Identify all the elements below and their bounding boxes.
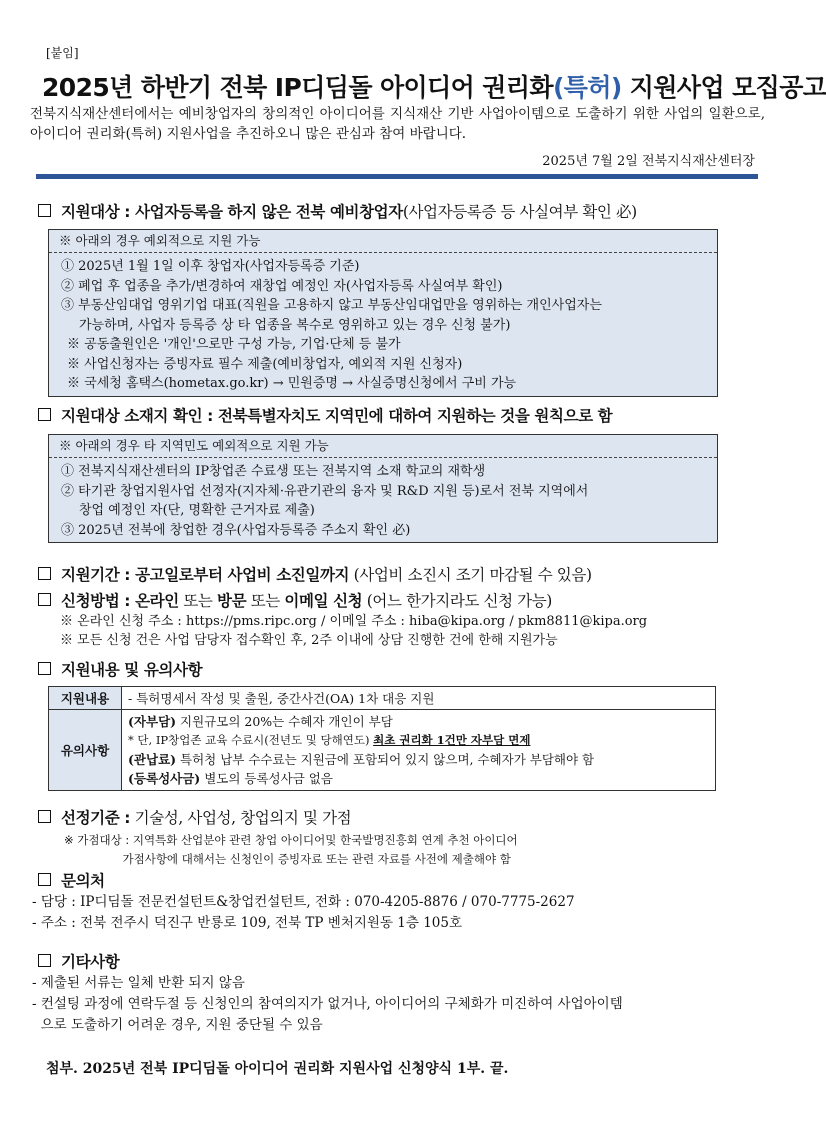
note-emphasis: 최초 권리화 1건만 자부담 면제 (373, 733, 531, 747)
list-item: ※ 사업신청자는 증빙자료 필수 제출(예비창업자, 예외적 지원 신청자) (67, 356, 463, 372)
list-item: ③ 2025년 전북에 창업한 경우(사업자등록증 주소지 확인 必) (61, 522, 411, 538)
note-line (128, 712, 709, 731)
note-line (128, 731, 709, 750)
list-item: ※ 공동출원인은 '개인'으로만 구성 가능, 기업·단체 등 불가 (67, 337, 401, 352)
section-misc-label: 기타사항 (61, 953, 120, 971)
note-text: 별도의 등록성사금 없음 (200, 771, 333, 786)
issue-date: 2025년 7월 2일 전북지식재산센터장 (542, 154, 755, 169)
list-item: ② 폐업 후 업종을 추가/변경하여 재창업 예정인 자(사업자등록 사실여부 확인) (61, 278, 503, 294)
method-online: 신청방법 : 온라인 (61, 592, 179, 610)
support-table (48, 686, 716, 791)
checkbox-bullet-icon (38, 873, 51, 886)
checkbox-bullet-icon (38, 954, 51, 967)
section-period-suffix: (사업비 소진시 조기 마감될 수 있음) (349, 566, 592, 584)
note-line (128, 750, 709, 769)
exception-panel-1 (48, 229, 718, 397)
checkbox-bullet-icon (38, 662, 51, 675)
exception-panel-2-head: ※ 아래의 경우 타 지역민도 예외적으로 지원 가능 (49, 435, 717, 458)
note-tag: (자부담) (128, 714, 177, 729)
list-item: 가능하며, 사업자 등록증 상 타 업종을 복수로 영위하고 있는 경우 신청 불가) (79, 317, 511, 333)
header-divider (36, 174, 758, 179)
section-period (38, 563, 592, 585)
checkbox-bullet-icon (38, 408, 51, 421)
contact-address: - 주소 : 전북 전주시 덕진구 반룡로 109, 전북 TP 벤처지원동 1층 105호 (32, 915, 463, 931)
section-residence (38, 404, 612, 426)
attachment-label: [붙임] (46, 46, 79, 60)
checkbox-bullet-icon (38, 593, 51, 606)
section-method-suffix: (어느 한가지라도 신청 가능) (362, 592, 552, 610)
note-tag: (관납료) (128, 752, 177, 767)
criteria-note-1: ※ 가점대상 : 지역특화 산업분야 관련 창업 아이디어및 한국발명진흥회 연계 추천 아이디어 (64, 833, 518, 847)
note-tag: (등록성사금) (128, 771, 201, 786)
section-eligibility-label: 지원대상 : 사업자등록을 하지 않은 전북 예비창업자 (61, 203, 403, 221)
section-method (38, 589, 552, 611)
misc-item: - 컨설팅 과정에 연락두절 등 신청인의 참여의지가 없거나, 아이디어의 구체화가 미진하여 사업아이템 (32, 996, 623, 1012)
checkbox-bullet-icon (38, 810, 51, 823)
table-row (49, 687, 716, 710)
list-item: 창업 예정인 자(단, 명확한 근거자료 제출) (79, 503, 315, 518)
note-text: 특허청 납부 수수료는 지원금에 포함되어 있지 않으며, 수혜자가 부담해야 함 (176, 752, 595, 767)
section-period-label: 지원기간 : 공고일로부터 사업비 소진일까지 (61, 566, 350, 584)
page-title (42, 68, 826, 104)
misc-item: 으로 도출하기 어려운 경우, 지원 중단될 수 있음 (32, 1017, 323, 1033)
method-note-consult: ※ 모든 신청 건은 사업 담당자 접수확인 후, 2주 이내에 상담 진행한 건에 한해 지원가능 (60, 633, 558, 648)
exception-panel-2-list (49, 458, 717, 542)
list-item: ② 타기관 창업지원사업 선정자(지자체·유관기관의 융자 및 R&D 지원 등)로서 전북 지역에서 (61, 483, 589, 499)
section-contact (38, 869, 105, 891)
method-sep: 또는 (178, 592, 218, 610)
method-sep: 또는 (246, 592, 285, 610)
criteria-note-2: 가점사항에 대해서는 신청인이 증빙자료 또는 관련 자료를 사전에 제출해야 함 (64, 852, 511, 866)
section-support (38, 658, 202, 680)
section-residence-label: 지원대상 소재지 확인 : 전북특별자치도 지역민에 대하여 지원하는 것을 원칙으로 함 (61, 407, 613, 425)
row-label-notes: 유의사항 (49, 710, 122, 791)
section-eligibility (38, 200, 637, 222)
exception-panel-1-head: ※ 아래의 경우 예외적으로 지원 가능 (49, 230, 717, 253)
checkbox-bullet-icon (38, 204, 51, 217)
method-email: 이메일 신청 (284, 592, 363, 610)
exception-panel-1-list (49, 253, 717, 396)
misc-item: - 제출된 서류는 일체 반환 되지 않음 (32, 975, 245, 991)
contact-person: - 담당 : IP디딤돌 전문컨설턴트&창업컨설턴트, 전화 : 070-4205-8876 / 070-7775-2627 (32, 894, 575, 910)
table-row (49, 710, 716, 791)
section-criteria-suffix: 기술성, 사업성, 창업의지 및 가점 (130, 809, 352, 827)
section-criteria (38, 806, 351, 828)
row-value-support: - 특허명세서 작성 및 출원, 중간사건(OA) 1차 대응 지원 (122, 687, 716, 710)
title-main: 2025년 하반기 전북 IP디딤돌 아이디어 권리화 (42, 73, 553, 102)
row-value-notes (122, 710, 716, 791)
note-line (128, 769, 709, 788)
section-misc (38, 950, 119, 972)
list-item: ③ 부동산임대업 영위기업 대표(직원을 고용하지 않고 부동산임대업만을 영위하는 개인사업자는 (61, 298, 602, 313)
method-visit: 방문 (217, 592, 247, 610)
list-item: ① 전북지식재산센터의 IP창업존 수료생 또는 전북지역 소재 학교의 재학생 (61, 464, 486, 479)
title-tail: 지원사업 모집공고 (621, 73, 826, 102)
note-text: * 단, IP창업존 교육 수료시(전년도 및 당해연도) (128, 733, 374, 747)
row-label-support: 지원내용 (49, 687, 122, 710)
list-item: ① 2025년 1월 1일 이후 창업자(사업자등록증 기준) (61, 259, 360, 274)
section-criteria-label: 선정기준 : (61, 809, 131, 827)
checkbox-bullet-icon (38, 567, 51, 580)
method-note-address: ※ 온라인 신청 주소 : https://pms.ripc.org / 이메일 주소 : hiba@kipa.org / pkm8811@kipa.org (60, 614, 648, 629)
list-item: ※ 국세청 홈택스(hometax.go.kr) → 민원증명 → 사실증명신청에서 구비 가능 (67, 376, 517, 391)
footer-attachment-note: 첨부. 2025년 전북 IP디딤돌 아이디어 권리화 지원사업 신청양식 1부. 끝. (46, 1061, 509, 1077)
section-contact-label: 문의처 (61, 872, 105, 890)
exception-panel-2 (48, 434, 718, 543)
section-eligibility-suffix: (사업자등록증 등 사실여부 확인 必) (402, 203, 637, 221)
intro-paragraph: 전북지식재산센터에서는 예비창업자의 창의적인 아이디어를 지식재산 기반 사업아이템으로 도출하기 위한 사업의 일환으로, 아이디어 권리화(특허) 지원사업을 추진하오니 많은 관심과 참여 바랍니다. (30, 106, 765, 142)
section-support-label: 지원내용 및 유의사항 (61, 661, 203, 679)
note-text: 지원규모의 20%는 수혜자 개인이 부담 (176, 714, 393, 729)
title-highlight: (특허) (552, 73, 622, 102)
